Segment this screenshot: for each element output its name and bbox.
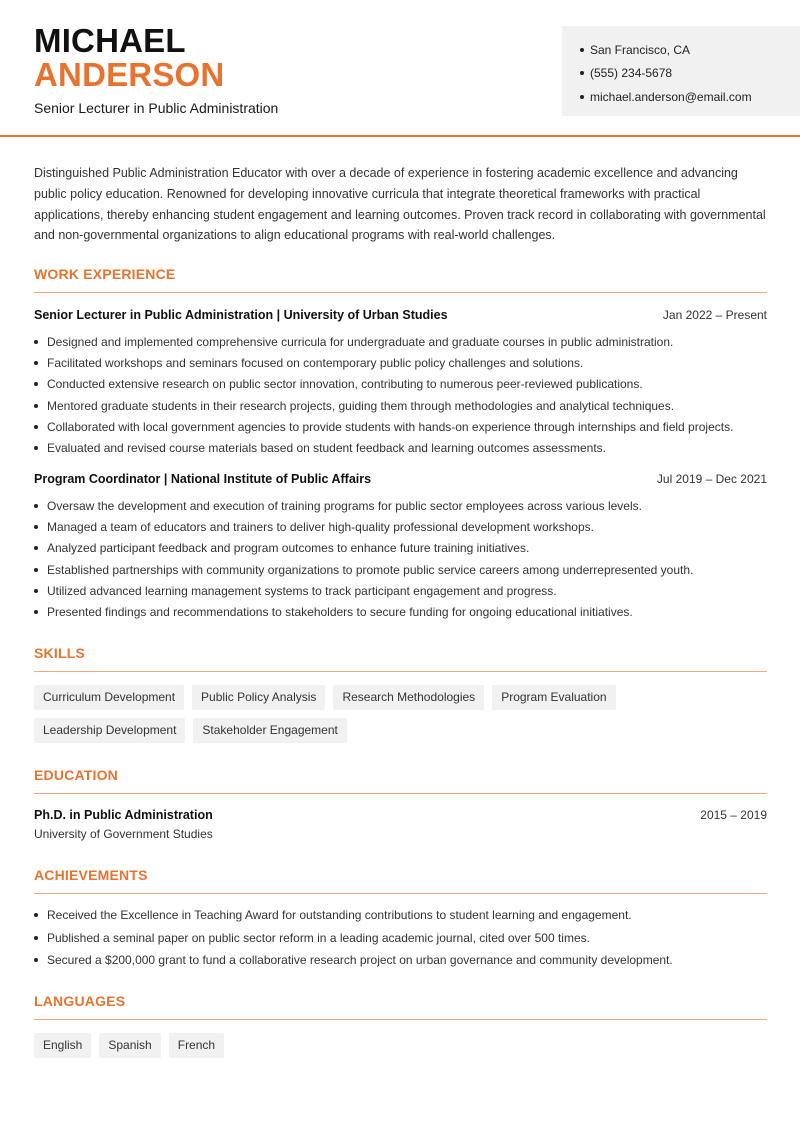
contact-location-text: San Francisco, CA — [590, 42, 691, 57]
list-item — [34, 538, 767, 559]
list-item-text: Established partnerships with community organizations to promote public service careers among underrepresented youth. — [47, 562, 694, 577]
last-name: ANDERSON — [34, 56, 225, 93]
skill-chip: Curriculum Development — [34, 685, 184, 710]
bullet-icon — [34, 913, 38, 917]
list-item-text: Secured a $200,000 grant to fund a collaborative research project on urban governance and community development. — [47, 953, 673, 967]
bullet-icon — [34, 546, 38, 550]
education-years: 2015 – 2019 — [700, 807, 767, 822]
list-item — [34, 395, 767, 416]
education-header — [34, 808, 767, 822]
summary: Distinguished Public Administration Educator with over a decade of experience in fostering academic excellence and advancing public policy education. Renowned for developing innovative curricula that integrate theoretical frameworks with practical applications, thereby enhancing student engagement and learning outcomes. Proven track record in collaborating with governmental and non-governmental organizations to align educational programs with real-world challenges. — [34, 166, 766, 243]
language-chip: English — [34, 1033, 91, 1058]
bullet-icon — [34, 504, 38, 508]
achievements-list — [34, 904, 767, 972]
language-chip: Spanish — [99, 1033, 160, 1058]
job-entry — [34, 472, 767, 623]
bullet-icon — [34, 525, 38, 529]
bullet-icon — [34, 610, 38, 614]
list-item — [34, 559, 767, 580]
education-school: University of Government Studies — [34, 826, 213, 841]
section-title-work: WORK EXPERIENCE — [34, 266, 767, 293]
list-item — [34, 416, 767, 437]
list-item — [34, 495, 767, 516]
skills-list — [34, 685, 654, 743]
languages-list — [34, 1033, 654, 1058]
bullet-icon — [34, 404, 38, 408]
list-item — [34, 438, 767, 459]
job-bullets — [34, 331, 767, 459]
job-header — [34, 472, 767, 486]
first-name: MICHAEL — [34, 22, 186, 59]
list-item — [34, 904, 767, 927]
skill-chip: Stakeholder Engagement — [193, 718, 346, 743]
bullet-icon — [34, 425, 38, 429]
job-role: Program Coordinator | National Institute of Public Affairs — [34, 471, 372, 486]
skill-chip: Leadership Development — [34, 718, 185, 743]
list-item — [34, 580, 767, 601]
list-item-text: Published a seminal paper on public sector reform in a leading academic journal, cited over 500 times. — [47, 930, 590, 945]
job-dates: Jan 2022 – Present — [662, 308, 767, 323]
list-item — [34, 516, 767, 537]
bullet-icon — [34, 589, 38, 593]
section-title-education: EDUCATION — [34, 767, 767, 794]
job-header — [34, 308, 767, 322]
resume-header — [0, 0, 800, 137]
contact-box — [562, 26, 800, 116]
list-item — [34, 331, 767, 352]
contact-email-text[interactable]: michael.anderson@email.com — [590, 89, 752, 104]
bullet-icon — [580, 71, 584, 75]
job-bullets — [34, 495, 767, 623]
list-item-text: Oversaw the development and execution of training programs for public sector employees across various levels. — [47, 498, 642, 513]
education-degree: Ph.D. in Public Administration — [34, 807, 213, 822]
list-item-text: Mentored graduate students in their research projects, guiding them through methodologies and analytical techniques. — [47, 398, 675, 413]
list-item-text: Managed a team of educators and trainers to deliver high-quality professional development workshops. — [47, 519, 594, 534]
list-item — [34, 949, 767, 972]
list-item-text: Conducted extensive research on public sector innovation, contributing to numerous peer-reviewed publications. — [47, 377, 643, 392]
list-item-text: Facilitated workshops and seminars focused on contemporary public policy challenges and solutions. — [47, 356, 584, 371]
language-chip: French — [169, 1033, 224, 1058]
resume-body — [34, 163, 767, 1058]
list-item-text: Collaborated with local government agencies to provide students with hands-on experience through internships and field projects. — [47, 420, 734, 435]
job-entry — [34, 308, 767, 459]
bullet-icon — [34, 361, 38, 365]
contact-location — [580, 38, 800, 62]
list-item — [34, 926, 767, 949]
skill-chip: Public Policy Analysis — [192, 685, 325, 710]
bullet-icon — [34, 382, 38, 386]
skill-chip: Research Methodologies — [333, 685, 484, 710]
job-title: Senior Lecturer in Public Administration — [34, 100, 279, 116]
list-item-text: Presented findings and recommendations to stakeholders to secure funding for ongoing educational initiatives. — [47, 605, 633, 620]
contact-email[interactable] — [580, 85, 800, 109]
contact-phone — [580, 62, 800, 86]
bullet-icon — [34, 568, 38, 572]
bullet-icon — [34, 958, 38, 962]
list-item-text: Analyzed participant feedback and program outcomes to enhance future training initiatives. — [47, 541, 530, 556]
section-title-languages: LANGUAGES — [34, 993, 767, 1020]
contact-phone-text: (555) 234-5678 — [590, 66, 673, 81]
bullet-icon — [580, 95, 584, 99]
list-item-text: Designed and implemented comprehensive curricula for undergraduate and graduate courses in public administration. — [47, 334, 674, 349]
bullet-icon — [34, 446, 38, 450]
skill-chip: Program Evaluation — [492, 685, 615, 710]
section-title-skills: SKILLS — [34, 645, 767, 672]
list-item-text: Evaluated and revised course materials based on student feedback and learning outcomes assessments. — [47, 441, 606, 456]
bullet-icon — [34, 340, 38, 344]
job-role: Senior Lecturer in Public Administration | University of Urban Studies — [34, 308, 448, 323]
section-title-achievements: ACHIEVEMENTS — [34, 867, 767, 894]
list-item-text: Utilized advanced learning management systems to track participant engagement and progress. — [47, 583, 557, 598]
list-item-text: Received the Excellence in Teaching Award for outstanding contributions to student learning and engagement. — [47, 908, 632, 922]
bullet-icon — [580, 48, 584, 52]
job-dates: Jul 2019 – Dec 2021 — [656, 471, 767, 486]
list-item — [34, 374, 767, 395]
list-item — [34, 601, 767, 622]
bullet-icon — [34, 936, 38, 940]
list-item — [34, 352, 767, 373]
